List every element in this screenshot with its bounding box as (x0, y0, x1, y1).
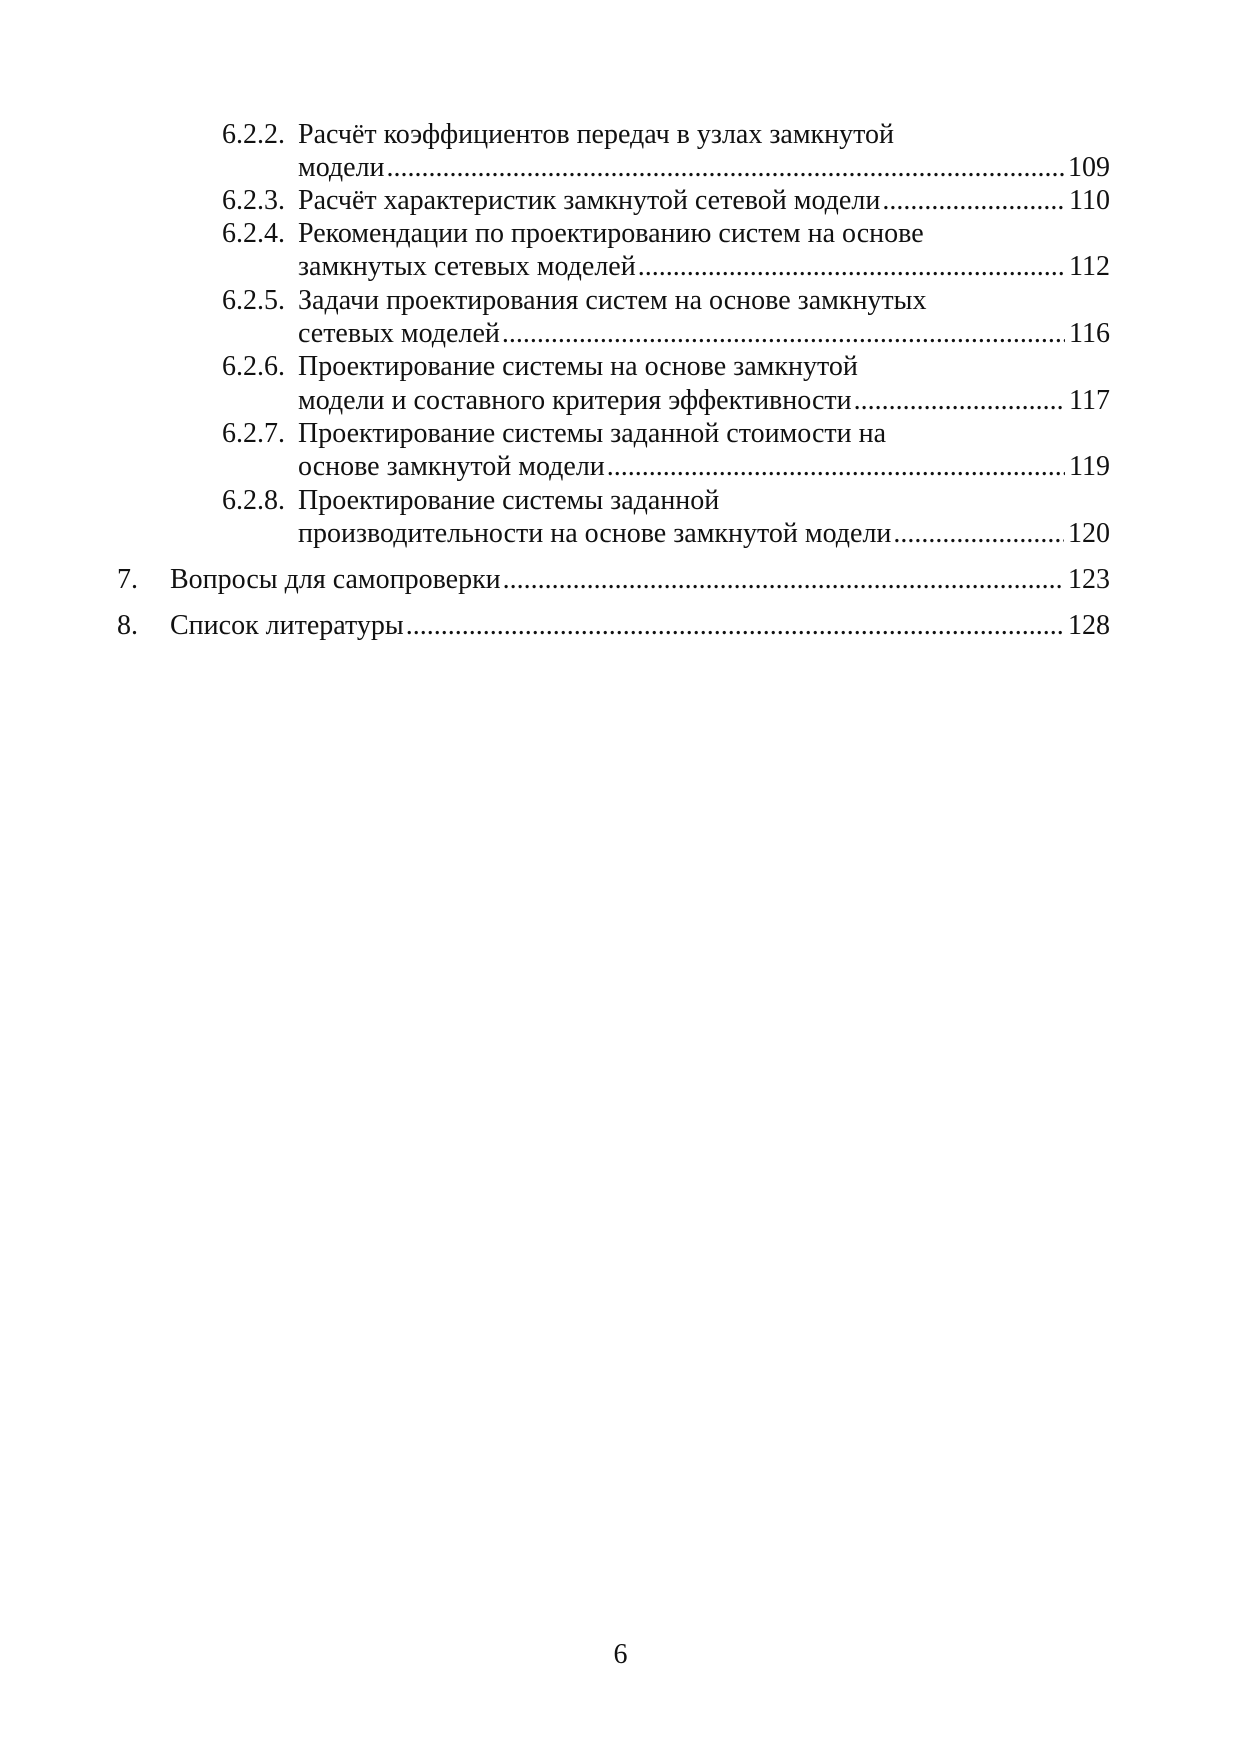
toc-entry-leader (298, 184, 1110, 218)
toc-entry-title-end: модели и составного критерия эффективности (298, 385, 852, 416)
toc-entry-title: Список литературы (170, 610, 404, 641)
dot-leader (387, 151, 1064, 185)
toc-entry-title-end: основе замкнутой модели (298, 451, 605, 482)
toc-entry-leader (298, 517, 1110, 551)
toc-entry-title: Задачи проектирования систем на основе замкнутых (298, 285, 927, 316)
toc-entry-number: 6.2.4. (222, 218, 285, 249)
dot-leader (882, 184, 1065, 218)
toc-entry-leader (298, 317, 1110, 351)
toc-entry-page: 120 (1068, 518, 1110, 549)
toc-entry-page: 123 (1068, 564, 1110, 595)
toc-entry-title-end: замкнутых сетевых моделей (298, 251, 636, 282)
toc-entry-leader (170, 609, 1110, 643)
page-number: 6 (613, 1639, 628, 1670)
dot-leader (607, 450, 1065, 484)
toc-entry-number: 7. (117, 564, 138, 595)
toc-entry-page: 110 (1069, 185, 1110, 216)
toc-entry-title: Рекомендации по проектированию систем на основе (298, 218, 924, 249)
toc-entry-leader (170, 563, 1110, 597)
toc-entry-page: 117 (1069, 385, 1110, 416)
dot-leader (406, 609, 1064, 643)
toc-entry-page: 119 (1069, 451, 1110, 482)
toc-entry-number: 6.2.3. (222, 185, 285, 216)
toc-entry-page: 112 (1069, 251, 1110, 282)
toc-entry-title: Расчёт коэффициентов передач в узлах замкнутой (298, 119, 894, 150)
toc-entry-title: Вопросы для самопроверки (170, 564, 501, 595)
toc-entry-title: Проектирование системы заданной (298, 485, 720, 516)
dot-leader (503, 563, 1064, 597)
toc-entry-leader (298, 384, 1110, 418)
toc-entry-title-end: сетевых моделей (298, 318, 500, 349)
toc-entry-number: 8. (117, 610, 138, 641)
toc-entry-leader (298, 250, 1110, 284)
toc-entry-number: 6.2.7. (222, 418, 285, 449)
toc-entry-number: 6.2.2. (222, 119, 285, 150)
toc-entry-title-end: модели (298, 152, 385, 183)
dot-leader (502, 317, 1065, 351)
toc-entry-number: 6.2.6. (222, 351, 285, 382)
toc-entry-page: 109 (1068, 152, 1110, 183)
toc-entry-title: Проектирование системы на основе замкнутой (298, 351, 858, 382)
toc-entry-title-end: производительности на основе замкнутой модели (298, 518, 892, 549)
dot-leader (854, 384, 1065, 418)
toc-entry-title: Расчёт характеристик замкнутой сетевой модели (298, 185, 881, 216)
toc-entry-number: 6.2.8. (222, 485, 285, 516)
dot-leader (893, 517, 1064, 551)
toc-entry-title: Проектирование системы заданной стоимости на (298, 418, 887, 449)
toc-entry-page: 116 (1069, 318, 1110, 349)
toc-entry-page: 128 (1068, 610, 1110, 641)
dot-leader (638, 250, 1065, 284)
toc-entry-leader (298, 450, 1110, 484)
toc-entry-leader (298, 151, 1110, 185)
toc-entry-number: 6.2.5. (222, 285, 285, 316)
